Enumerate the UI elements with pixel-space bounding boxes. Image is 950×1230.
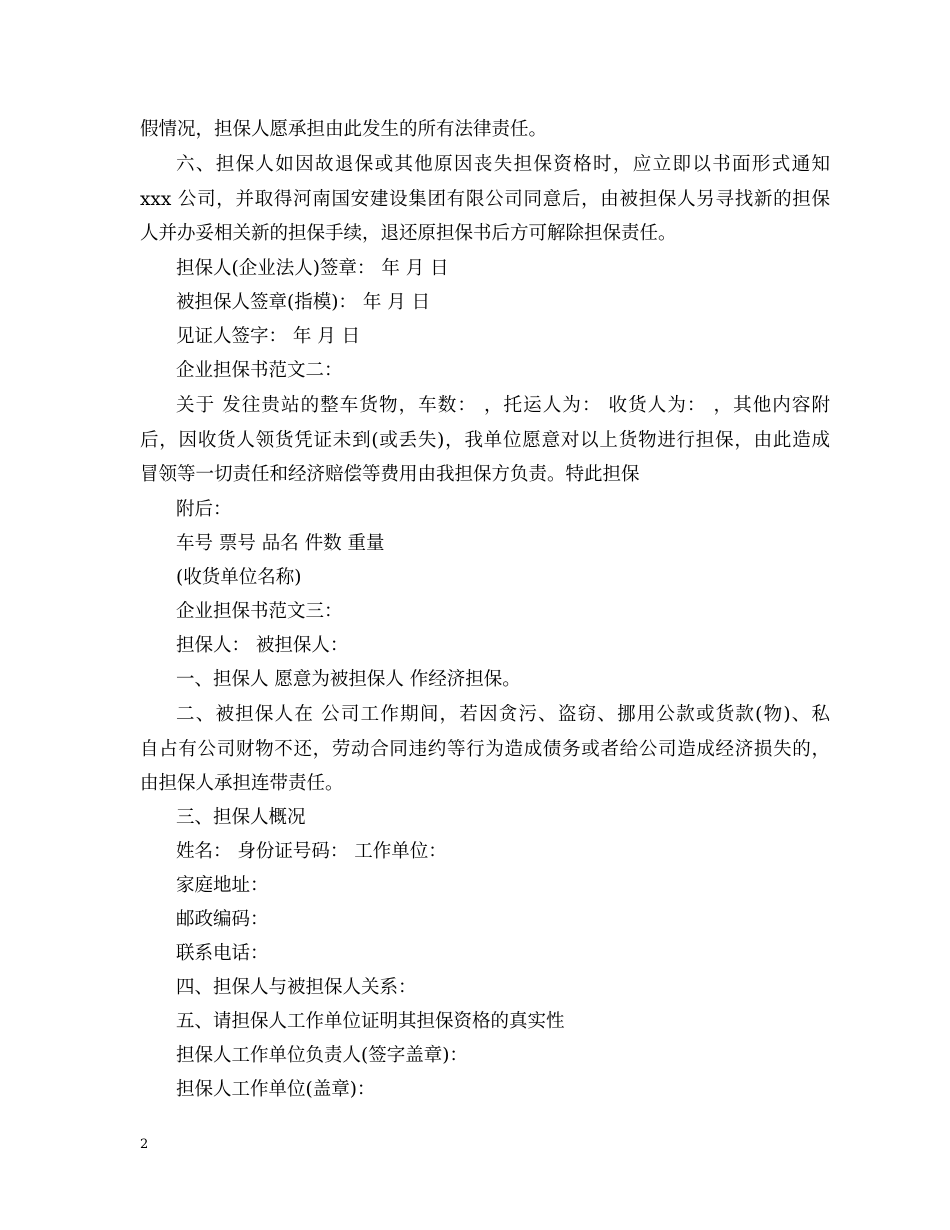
text-line: 后，因收货人领货凭证未到(或丢失)，我单位愿意对以上货物进行担保，由此造成 (140, 430, 830, 451)
text-line: 家庭地址： (176, 875, 269, 896)
text-line: 六、担保人如因故退保或其他原因丧失担保资格时，应立即以书面形式通知 (176, 154, 830, 175)
text-line: 担保人(企业法人)签章： 年 月 日 (176, 258, 449, 279)
section-heading: 企业担保书范文三： (176, 601, 343, 622)
text-line: 见证人签字： 年 月 日 (176, 326, 361, 347)
text-line: 人并办妥相关新的担保手续，退还原担保书后方可解除担保责任。 (140, 223, 677, 244)
text-line: 假情况，担保人愿承担由此发生的所有法律责任。 (140, 119, 548, 140)
text-line: 车号 票号 品名 件数 重量 (176, 533, 385, 554)
text-line: 联系电话： (176, 943, 269, 964)
text-line: 二、被担保人在 公司工作期间，若因贪污、盗窃、挪用公款或货款(物)、私 (176, 704, 830, 725)
text-line: 五、请担保人工作单位证明其担保资格的真实性 (176, 1011, 565, 1032)
text-line: 自占有公司财物不还，劳动合同违约等行为造成债务或者给公司造成经济损失的， (140, 739, 830, 760)
text-line: 冒领等一切责任和经济赔偿等费用由我担保方负责。特此担保 (140, 464, 640, 485)
text-line: 附后： (176, 499, 232, 520)
text-line: 由担保人承担连带责任。 (140, 773, 344, 794)
text-line: xxx 公司，并取得河南国安建设集团有限公司同意后，由被担保人另寻找新的担保 (140, 189, 830, 210)
text-line: 邮政编码： (176, 909, 269, 930)
section-heading: 企业担保书范文二： (176, 360, 343, 381)
text-line: 关于 发往贵站的整车货物，车数： ，托运人为： 收货人为： ，其他内容附 (176, 395, 830, 416)
text-line: 被担保人签章(指模)： 年 月 日 (176, 292, 431, 313)
text-line: (收货单位名称) (176, 567, 302, 588)
text-line: 四、担保人与被担保人关系： (176, 977, 417, 998)
text-line: 担保人工作单位负责人(签字盖章)： (176, 1045, 468, 1066)
text-line: 姓名： 身份证号码： 工作单位： (176, 841, 447, 862)
text-line: 担保人工作单位(盖章)： (176, 1079, 376, 1100)
page-number: 2 (140, 1137, 149, 1152)
text-line: 一、担保人 愿意为被担保人 作经济担保。 (176, 669, 521, 690)
text-line: 担保人： 被担保人： (176, 635, 349, 656)
text-line: 三、担保人概况 (176, 807, 306, 828)
